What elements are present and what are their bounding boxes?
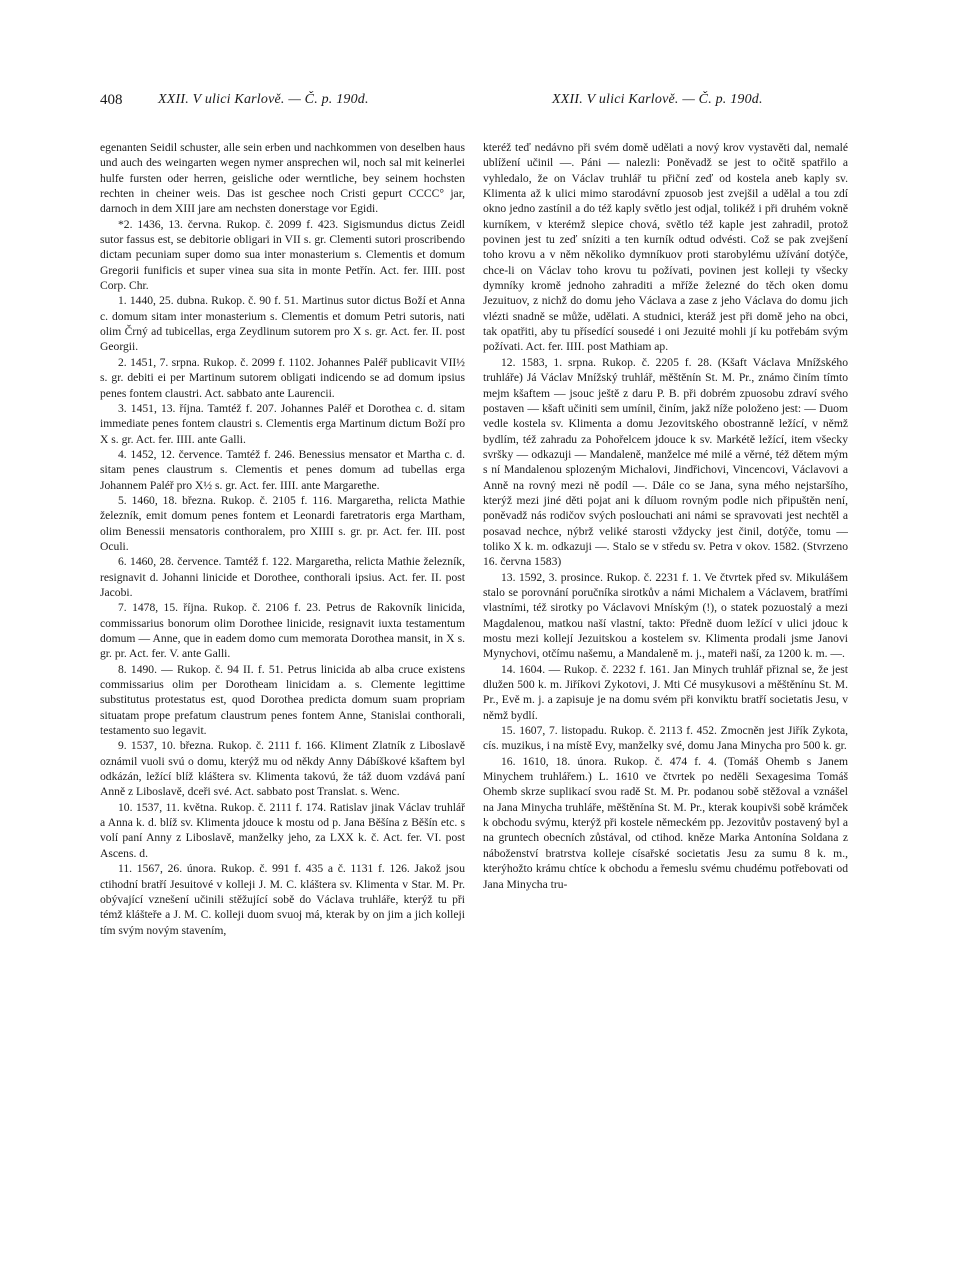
- paragraph: 9. 1537, 10. března. Rukop. č. 2111 f. 166. Kliment Zlatník z Liboslavě oznámil vuoli svú o domu, kterýž mu od někdy Anny Dábíškové kšaftem byl odkázán, ležící blíž kláštera sv. Klimenta takovú, že táž duom vzdává paní Anně z Liboslavě, dceři své. Act. sabbato post Translat. s. Wenc.: [100, 739, 465, 799]
- right-column: [483, 140, 848, 1250]
- paragraph: 10. 1537, 11. května. Rukop. č. 2111 f. 174. Ratislav jinak Václav truhlář a Anna k. d. blíž sv. Klimenta jdouce k mostu od p. Jana Běšína z Běšín etc. s volí paní Anny z Liboslavě, manželky jeho, za LXX k. č. Act. fer. VI. post Ascens. d.: [100, 800, 465, 860]
- left-column: [100, 140, 465, 1250]
- paragraph: 7. 1478, 15. října. Rukop. č. 2106 f. 23. Petrus de Rakovník linicida, commissarius bonorum olim Dorothee linicide, resignavit iuxta testamentum domum — Anne, que in eadem domo cum memorata Dorothea mansit, in X s. gr. pr. Act. fer. V. ante Galli.: [100, 601, 465, 661]
- paragraph: 4. 1452, 12. července. Tamtéž f. 246. Benessius mensator et Martha c. d. sitam penes claustrum s. Clementis et penes domum ad tubellas erga Johannem Paléř pro X½ s. gr. Act. fer. IIII. ante Margarethe.: [100, 447, 465, 492]
- paragraph: 6. 1460, 28. července. Tamtéž f. 122. Margaretha, relicta Mathie železník, resignavit d. Johanni linicide et Dorothee, conthorali ipsius. Act. fer. II. post Jacobi.: [100, 555, 465, 599]
- paragraph: 14. 1604. — Rukop. č. 2232 f. 161. Jan Minych truhlář přiznal se, že jest dlužen 500 k. m. Jiříkovi Zykotovi, J. Mti Cé musykusovi a měštěnínu St. M. Pr., Evě m. j. a zapisuje je na domu svém při konviktu bratří societatis Jesu, v němž bydlí.: [483, 662, 848, 722]
- running-head-left: XXII. V ulici Karlově. — Č. p. 190d.: [158, 92, 369, 107]
- page-header: [100, 92, 820, 114]
- paragraph: 5. 1460, 18. března. Rukop. č. 2105 f. 116. Margaretha, relicta Mathie železník, emit domum penes fontem et Leonardi faretratoris erga Martham, olim Benessii mensatoris conthoralem, pro XIIII s. gr. pr. Act. fer. III. post Oculi.: [100, 493, 465, 553]
- paragraph: 2. 1451, 7. srpna. Rukop. č. 2099 f. 1102. Johannes Paléř publicavit VII½ s. gr. debiti ei per Martinum sutorem obligati indicendo se ad domum ipsius penes fontem claustri. Act. sabbato ante Laurencii.: [100, 355, 465, 400]
- paragraph: *2. 1436, 13. června. Rukop. č. 2099 f. 423. Sigismundus dictus Zeidl sutor fassus est, se debitorie obligari in VII s. gr. Clementi sutori proscribendo dictam pecuniam super domo sua inter monasterium s. Clementis et domum Gregorii funificis et super vinea sua sita in monte Petřín. Act. fer. IIII. post Corp. Chr.: [100, 217, 465, 293]
- paragraph: 3. 1451, 13. října. Tamtéž f. 207. Johannes Paléř et Dorothea c. d. sitam immediate penes fontem claustri s. Clementis erga Martinum dictum Boží pro X s. gr. Act. fer. IIII. ante Galli.: [100, 401, 465, 446]
- paragraph: 1. 1440, 25. dubna. Rukop. č. 90 f. 51. Martinus sutor dictus Boží et Anna c. domum sitam inter monasterium s. Clementis et domum Petri sutoris, nati olim Črný ad tubicellas, erga Zeydlinum sutorem pro X s. gr. Act. fer. II. post Georgii.: [100, 294, 465, 354]
- paragraph: 13. 1592, 3. prosince. Rukop. č. 2231 f. 1. Ve čtvrtek před sv. Mikulášem stalo se porovnání poručníka sirotkův a námi Michalem a Václavem, bratřími vlastními, též sirotky po Václavovi Mníským (!), o statek pozuostalý a mezi Magdalenou, matkou naší vlastní, takto: Předně duom ležící v ulici jdouc k mostu mezi kollejí Jezuitskou a kostelem sv. Klimenta prodali jsme Janovi Mynychovi, otčímu našemu, a Mandaleně m. j., mateři naší, za 1200 k. m. —.: [483, 570, 848, 661]
- paragraph: kteréž teď nedávno při svém domě udělati a nový krov vystavěti dal, nemalé ublížení učinil —. Páni — nalezli: Poněvadž se jest to očitě spatřilo a vyhledalo, že on Václav truhlář tu přiční zeď od kostela aneb kaply sv. Klimenta až k ulici mimo starodávní zpuosob jest zvejšil a udělal a tou zdí okno jedno zastínil a do též kaply světlo jest odjal, tolikéž i při druhém vokně kurníkem, v kterémž slepice chová, světlo též kaple jest zahradil, protož povinen jest tu zeď sníziti a ten kurník odtud odvésti. Což se pak zvejšení toho krovu a v něm několiko dymníkuov proti starobylému užívání dotýče, chce-li on Václav toho krovu tu požívati, povinen jest kolleji ty všecky dymníky kromě jednoho zahraditi a mříže železné do těch oken domu Jezuituov, z nichž do domu jeho Václava a zase z jeho Václava do domu jich vlézti snadně se může, udělati. A studnici, kteráž jest při domě jeho na obci, tak opatřiti, aby tu přísedící sousedé i oni Jezuité mohli jí ku potřebám svým požívati. Act. fer. IIII. post Mathiam ap.: [483, 141, 848, 354]
- paragraph: 16. 1610, 18. února. Rukop. č. 474 f. 4. (Tomáš Ohemb s Janem Minychem truhlářem.) L. 1610 ve čtvrtek po neděli Sexagesima Tomáš Ohemb skrze suplikací svou radě St. M. Pr. podanou sobě stěžoval a vznášel na Jana Minycha truhláře, měštěnína St. M. Pr., kterak koupivši sobě krámček k obchodu svýmu, kterýž při kostele německém pp. Jezovitův postavený byl a na gruntech obecních zůstával, od ctihod. kněze Marka Antonína Soldana z náboženství bratrstva kolleje císařské societatis Jesu za sumu 8 k. m., kterýhožto krámu chtíce k obchodu a řemeslu svému chudému potřebovati od Jana Minycha tru-: [483, 754, 848, 891]
- paragraph: 15. 1607, 7. listopadu. Rukop. č. 2113 f. 452. Zmocněn jest Jiřík Zykota, cís. muzikus, i na místě Evy, manželky své, domu Jana Minycha pro 500 k. gr.: [483, 724, 848, 753]
- running-head-right: XXII. V ulici Karlově. — Č. p. 190d.: [552, 92, 763, 107]
- paragraph: 12. 1583, 1. srpna. Rukop. č. 2205 f. 28. (Kšaft Václava Mnížského truhláře) Já Václav Mnížský truhlář, měštěnín St. M. Pr., známo činím tímto mejm kšaftem — jsouc ještě z daru P. B. při dobrém zpuosobu zdraví svého postaven — kšaft učiniti sem umínil, činím, jakž níže položeno jest: — Duom vedle kostela sv. Klimenta a domu Jezovitského obostranně ležící, v němž bydlím, též zahradu za Pohořelcem jdouce k sv. Markétě ležící, item všecky svršky — odkazuji — Mandaleně, manželce mé milé a věrné, též dětem mým s ní Mandalenou splozeným Michalovi, Jindřichovi, Vincencovi, Václavovi a Anně na rovný mezi ně podíl —. Dále co se Jana, syna mého nejstaršího, kterýž mezi jiné děti pojat ani k díluom rovným podle nich připuštěn není, poněvadž nás rodičov svých poslouchati ani námi se spravovati jest nechtěl a posavad nechce, nýbrž veliké starosti vždycky jest činil, dotýče, tomu — toliko X k. m. odkazuji —. Stalo se v středu sv. Petra v okov. 1582. (Stvrzeno 16. června 1583): [483, 355, 848, 569]
- paragraph: 11. 1567, 26. února. Rukop. č. 991 f. 435 a č. 1131 f. 126. Jakož jsou ctihodní bratří Jesuitové v kolleji J. M. C. kláštera sv. Klimenta v Star. M. Pr. obývající vznešení učinili stěžující sobě do Václava truhláře, kterýž tu při témž klášteře a J. M. C. kolleji duom svuoj má, kterak by on jim a jich kolleji tím svým novým stavením,: [100, 862, 465, 937]
- paragraph: egenanten Seidil schuster, alle sein erben und nachkommen von deselben haus und auch des weingarten wegen nymer ansprechen wil, noch sal mit keinerlei hulfe fursten oder herren, geisliche oder werntliche, bey seinem hochsten rechten in cheiner weis. Das ist geschee noch Cristi gepurt CCCC° jar, darnoch in dem XIII jare am nechsten donerstage vor Egidi.: [100, 141, 465, 216]
- paragraph: 8. 1490. — Rukop. č. 94 II. f. 51. Petrus linicida ab alba cruce existens commissarius olim per Dorotheam linicidam a. s. Clemente legittime substitutus protestatus est, quod Dorothea predicta domum suam propriam situatam prope prefatum claustrum penes fontem Anne, Stanislai conthorali, testamento suo legavit.: [100, 662, 465, 738]
- page-number: 408: [100, 92, 123, 108]
